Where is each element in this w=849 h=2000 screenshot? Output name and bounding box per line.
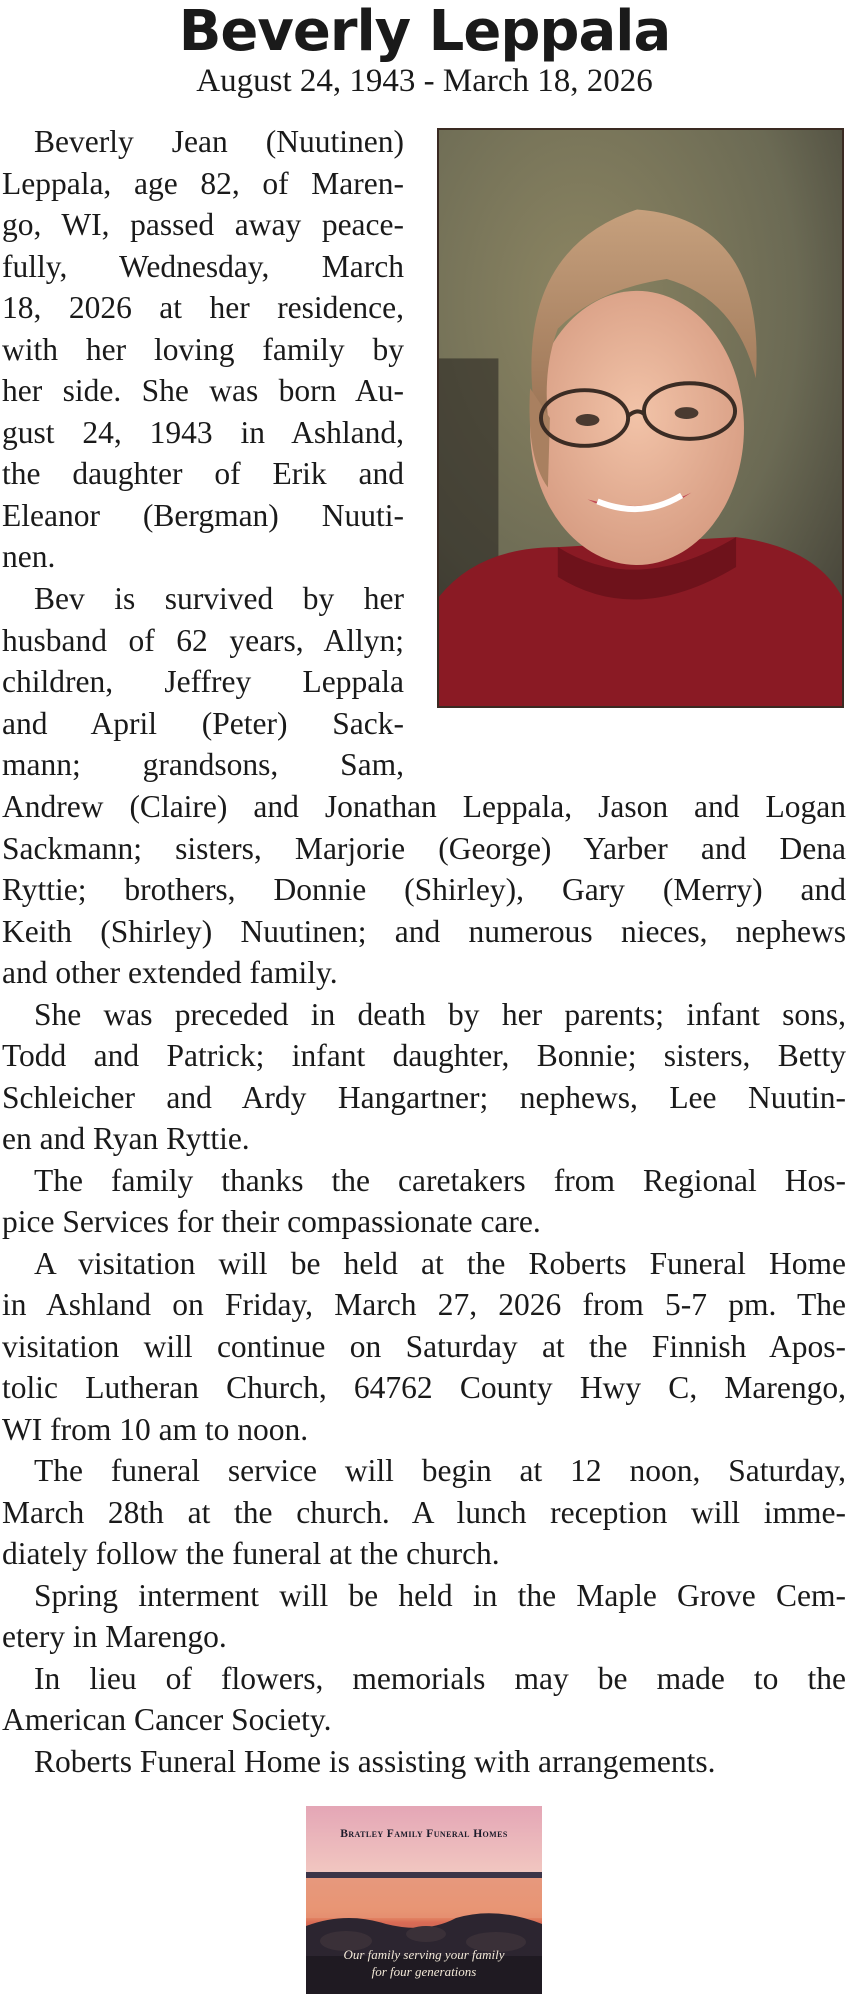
- text-line: gust 24, 1943 in Ashland,: [2, 414, 404, 450]
- text-line: Bev is survived by her: [34, 581, 404, 616]
- text-line: en and Ryan Ryttie.: [2, 1121, 250, 1156]
- text-line: Eleanor (Bergman) Nuuti-: [2, 497, 404, 533]
- text-line: Ryttie; brothers, Donnie (Shirley), Gary (Merry) and: [2, 872, 846, 907]
- text-line: and April (Peter) Sack-: [2, 705, 404, 741]
- text-line: WI from 10 am to noon.: [2, 1411, 309, 1447]
- text-line: the daughter of Erik and: [2, 456, 404, 491]
- deceased-name: Beverly Leppala: [178, 0, 671, 64]
- text-line: March 28th at the church. A lunch reception will imme-: [2, 1494, 846, 1530]
- text-line: The family thanks the caretakers from Regional Hos-: [34, 1162, 846, 1198]
- text-line: fully, Wednesday, March: [2, 248, 404, 284]
- text-line: Andrew (Claire) and Jonathan Leppala, Jason and Logan: [2, 789, 846, 824]
- banner-title: Bratley Family Funeral Homes: [340, 1828, 508, 1840]
- text-line: 18, 2026 at her residence,: [2, 290, 404, 325]
- text-line: and other extended family.: [2, 955, 338, 990]
- text-line: Spring interment will be held in the Maple Grove Cem-: [34, 1577, 846, 1613]
- banner-tagline: [306, 1946, 542, 1980]
- text-line: nen.: [2, 539, 56, 574]
- text-line: pice Services for their compassionate care.: [2, 1204, 541, 1239]
- portrait-photo: [437, 128, 844, 708]
- text-line: Leppala, age 82, of Maren-: [2, 165, 404, 201]
- text-line: A visitation will be held at the Roberts Funeral Home: [34, 1245, 846, 1281]
- text-line: etery in Marengo.: [2, 1619, 227, 1654]
- text-line: She was preceded in death by her parents; infant sons,: [34, 996, 846, 1032]
- banner-tagline-line: Our family serving your family: [343, 1947, 505, 1962]
- text-line: Schleicher and Ardy Hangartner; nephews, Lee Nuutin-: [2, 1079, 846, 1115]
- life-dates: August 24, 1943 - March 18, 2026: [196, 63, 653, 99]
- text-line: diately follow the funeral at the church.: [2, 1536, 500, 1571]
- text-line: tolic Lutheran Church, 64762 County Hwy C, Marengo,: [2, 1370, 846, 1405]
- paragraph-1: [2, 121, 404, 578]
- text-line: with her loving family by: [2, 331, 404, 367]
- text-line: American Cancer Society.: [2, 1702, 332, 1737]
- text-line: in Ashland on Friday, March 27, 2026 from 5-7 pm. The: [2, 1287, 846, 1322]
- text-line: Todd and Patrick; infant daughter, Bonnie; sisters, Betty: [2, 1038, 846, 1073]
- text-line: Roberts Funeral Home is assisting with arrangements.: [34, 1743, 716, 1779]
- text-line: Keith (Shirley) Nuutinen; and numerous nieces, nephews: [2, 913, 846, 949]
- text-line: her side. She was born Au-: [2, 373, 404, 408]
- funeral-home-banner: [306, 1806, 542, 1994]
- text-line: children, Jeffrey Leppala: [2, 664, 404, 699]
- text-line: Sackmann; sisters, Marjorie (George) Yarber and Dena: [2, 830, 846, 866]
- text-line: husband of 62 years, Allyn;: [2, 622, 404, 658]
- text-line: Beverly Jean (Nuutinen): [34, 124, 404, 159]
- text-line: mann; grandsons, Sam,: [2, 747, 404, 782]
- text-line: visitation will continue on Saturday at the Finnish Apos-: [2, 1328, 846, 1364]
- banner-tagline-line: for four generations: [371, 1964, 477, 1979]
- text-line: In lieu of flowers, memorials may be made to the: [34, 1660, 846, 1696]
- text-line: go, WI, passed away peace-: [2, 207, 404, 242]
- text-line: The funeral service will begin at 12 noon, Saturday,: [34, 1453, 846, 1488]
- body-full-width: [2, 786, 846, 1782]
- paragraph-2-column: [2, 578, 404, 786]
